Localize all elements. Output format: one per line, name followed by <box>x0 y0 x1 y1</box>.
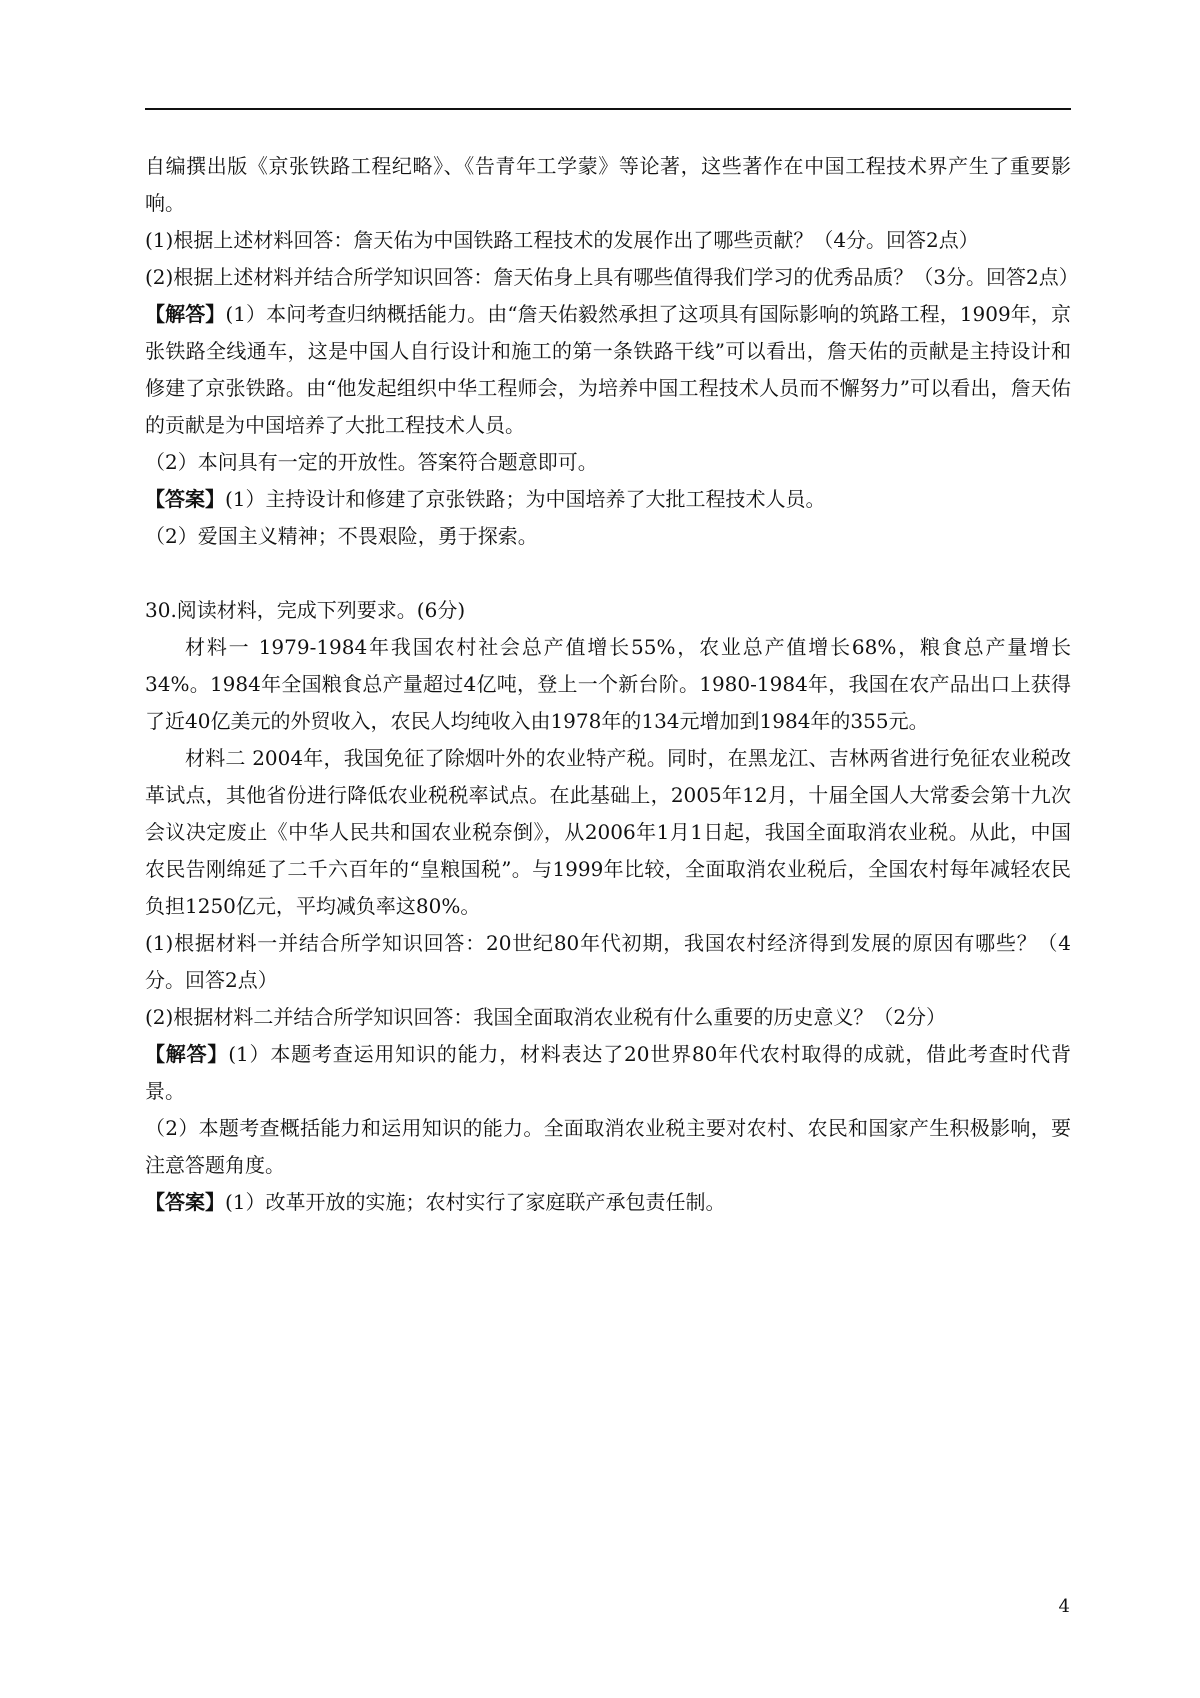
header-rule <box>145 108 1071 110</box>
answer-1-part-2: （2）爱国主义精神；不畏艰险，勇于探索。 <box>145 524 538 548</box>
analysis-1-part-2: （2）本问具有一定的开放性。答案符合题意即可。 <box>145 450 598 474</box>
analysis-2 <box>145 1036 1071 1110</box>
answer-text: (1）主持设计和修建了京张铁路；为中国培养了大批工程技术人员。 <box>225 487 826 511</box>
question-30-title: 30.阅读材料，完成下列要求。(6分) <box>145 598 466 622</box>
analysis-tag: 【解答】 <box>145 1042 229 1066</box>
answer-text: (1）改革开放的实施；农村实行了家庭联产承包责任制。 <box>225 1190 726 1214</box>
page-number: 4 <box>1058 1596 1070 1617</box>
question-2: (2)根据上述材料并结合所学知识回答：詹天佑身上具有哪些值得我们学习的优秀品质？（3分。回答2点） <box>145 265 1079 289</box>
question-1: (1)根据上述材料回答：詹天佑为中国铁路工程技术的发展作出了哪些贡献？（4分。回答2点） <box>145 228 979 252</box>
analysis-text: (1）本题考查运用知识的能力，材料表达了20世界80年代农村取得的成就，借此考查时代背景。 <box>145 1042 1071 1103</box>
question-30-1: (1)根据材料一并结合所学知识回答：20世纪80年代初期，我国农村经济得到发展的原因有哪些？（4分。回答2点） <box>145 931 1071 992</box>
material-1: 材料一 1979-1984年我国农村社会总产值增长55%，农业总产值增长68%，粮食总产量增长34%。1984年全国粮食总产量超过4亿吨，登上一个新台阶。1980-1984年，我国在农产品出口上获得了近40亿美元的外贸收入，农民人均纯收入由1978年的134元增加到1984年的355元。 <box>145 635 1071 733</box>
question-30-2: (2)根据材料二并结合所学知识回答：我国全面取消农业税有什么重要的历史意义？（2分） <box>145 1005 947 1029</box>
document-body <box>145 148 1079 1221</box>
answer-2 <box>145 1184 1071 1221</box>
paragraph-continuation: 自编撰出版《京张铁路工程纪略》、《告青年工学蒙》等论著，这些著作在中国工程技术界产生了重要影响。 <box>145 154 1071 215</box>
material-2: 材料二 2004年，我国免征了除烟叶外的农业特产税。同时，在黑龙江、吉林两省进行免征农业税改革试点，其他省份进行降低农业税税率试点。在此基础上，2005年12月，十届全国人大常委会第十九次会议决定废止《中华人民共和国农业税奈倒》，从2006年1月1日起，我国全面取消农业税。从此，中国农民告刚绵延了二千六百年的“皇粮国税”。与1999年比较，全面取消农业税后，全国农村每年减轻农民负担1250亿元，平均减负率这80%。 <box>145 746 1071 918</box>
analysis-2-part-2: （2）本题考查概括能力和运用知识的能力。全面取消农业税主要对农村、农民和国家产生积极影响，要注意答题角度。 <box>145 1116 1071 1177</box>
answer-tag: 【答案】 <box>145 1190 225 1214</box>
analysis-text: (1）本问考查归纳概括能力。由“詹天佑毅然承担了这项具有国际影响的筑路工程，1909年，京张铁路全线通车，这是中国人自行设计和施工的第一条铁路干线”可以看出，詹天佑的贡献是主持设计和修建了京张铁路。由“他发起组织中华工程师会，为培养中国工程技术人员而不懈努力”可以看出，詹天佑的贡献是为中国培养了大批工程技术人员。 <box>145 302 1072 437</box>
answer-1 <box>145 481 1071 518</box>
analysis-tag: 【解答】 <box>145 302 226 326</box>
analysis-1 <box>145 296 1071 444</box>
answer-tag: 【答案】 <box>145 487 225 511</box>
